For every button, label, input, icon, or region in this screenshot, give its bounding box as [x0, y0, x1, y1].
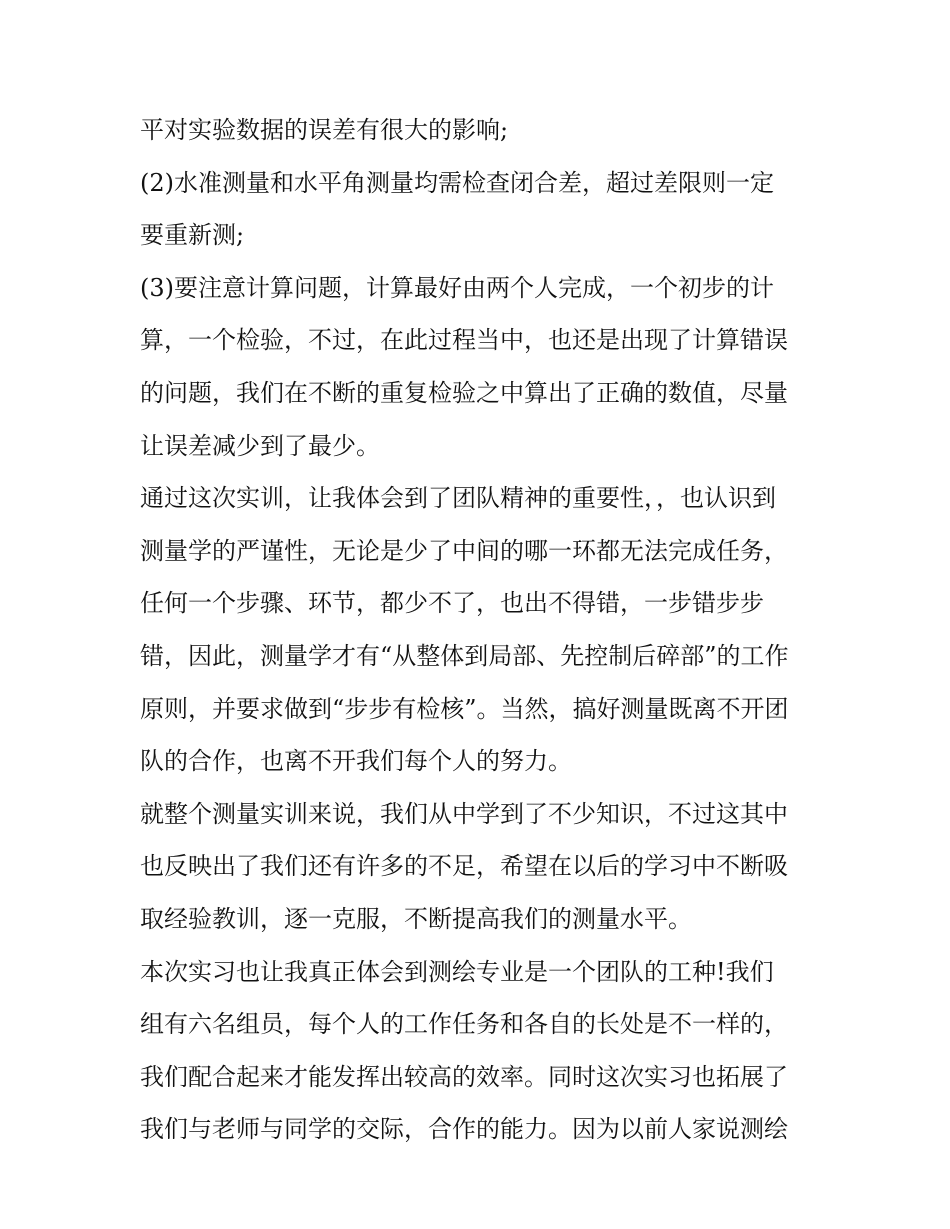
text-line-3: 要重新测;: [140, 221, 245, 250]
text-line-6: 的问题，我们在不断的重复检验之中算出了正确的数值，尽量: [140, 378, 788, 407]
text-line-5: 算，一个检验，不过，在此过程当中，也还是出现了计算错误: [140, 326, 788, 355]
text-line-7: 让误差减少到了最少。: [140, 431, 380, 460]
text-line-2: (2)水准测量和水平角测量均需检查闭合差，超过差限则一定: [140, 168, 774, 197]
text-line-9: 测量学的严谨性，无论是少了中间的哪一环都无法完成任务，: [140, 536, 788, 565]
text-line-12: 原则，并要求做到“步步有检核”。当然，搞好测量既离不开团: [140, 694, 789, 723]
text-line-18: 组有六名组员，每个人的工作任务和各自的长处是不一样的，: [140, 1010, 788, 1039]
text-line-17: 本次实习也让我真正体会到测绘专业是一个团队的工种!我们: [140, 957, 774, 986]
text-line-19: 我们配合起来才能发挥出较高的效率。同时这次实习也拓展了: [140, 1062, 788, 1091]
document-body: [140, 104, 820, 1156]
text-line-14: 就整个测量实训来说，我们从中学到了不少知识，不过这其中: [140, 799, 788, 828]
text-line-10: 任何一个步骤、环节，都少不了，也出不得错，一步错步步: [140, 589, 764, 618]
text-line-15: 也反映出了我们还有许多的不足，希望在以后的学习中不断吸: [140, 852, 788, 881]
text-line-16: 取经验教训，逐一克服，不断提高我们的测量水平。: [140, 904, 692, 933]
text-line-1: 平对实验数据的误差有很大的影响;: [140, 116, 509, 144]
text-line-4: (3)要注意计算问题，计算最好由两个人完成，一个初步的计: [140, 273, 774, 302]
text-line-8: 通过这次实训，让我体会到了团队精神的重要性，，也认识到: [140, 484, 776, 513]
text-line-13: 队的合作，也离不开我们每个人的努力。: [140, 747, 572, 776]
text-line-20: 我们与老师与同学的交际，合作的能力。因为以前人家说测绘: [140, 1115, 788, 1144]
text-line-11: 错，因此，测量学才有“从整体到局部、先控制后碎部”的工作: [140, 641, 789, 670]
